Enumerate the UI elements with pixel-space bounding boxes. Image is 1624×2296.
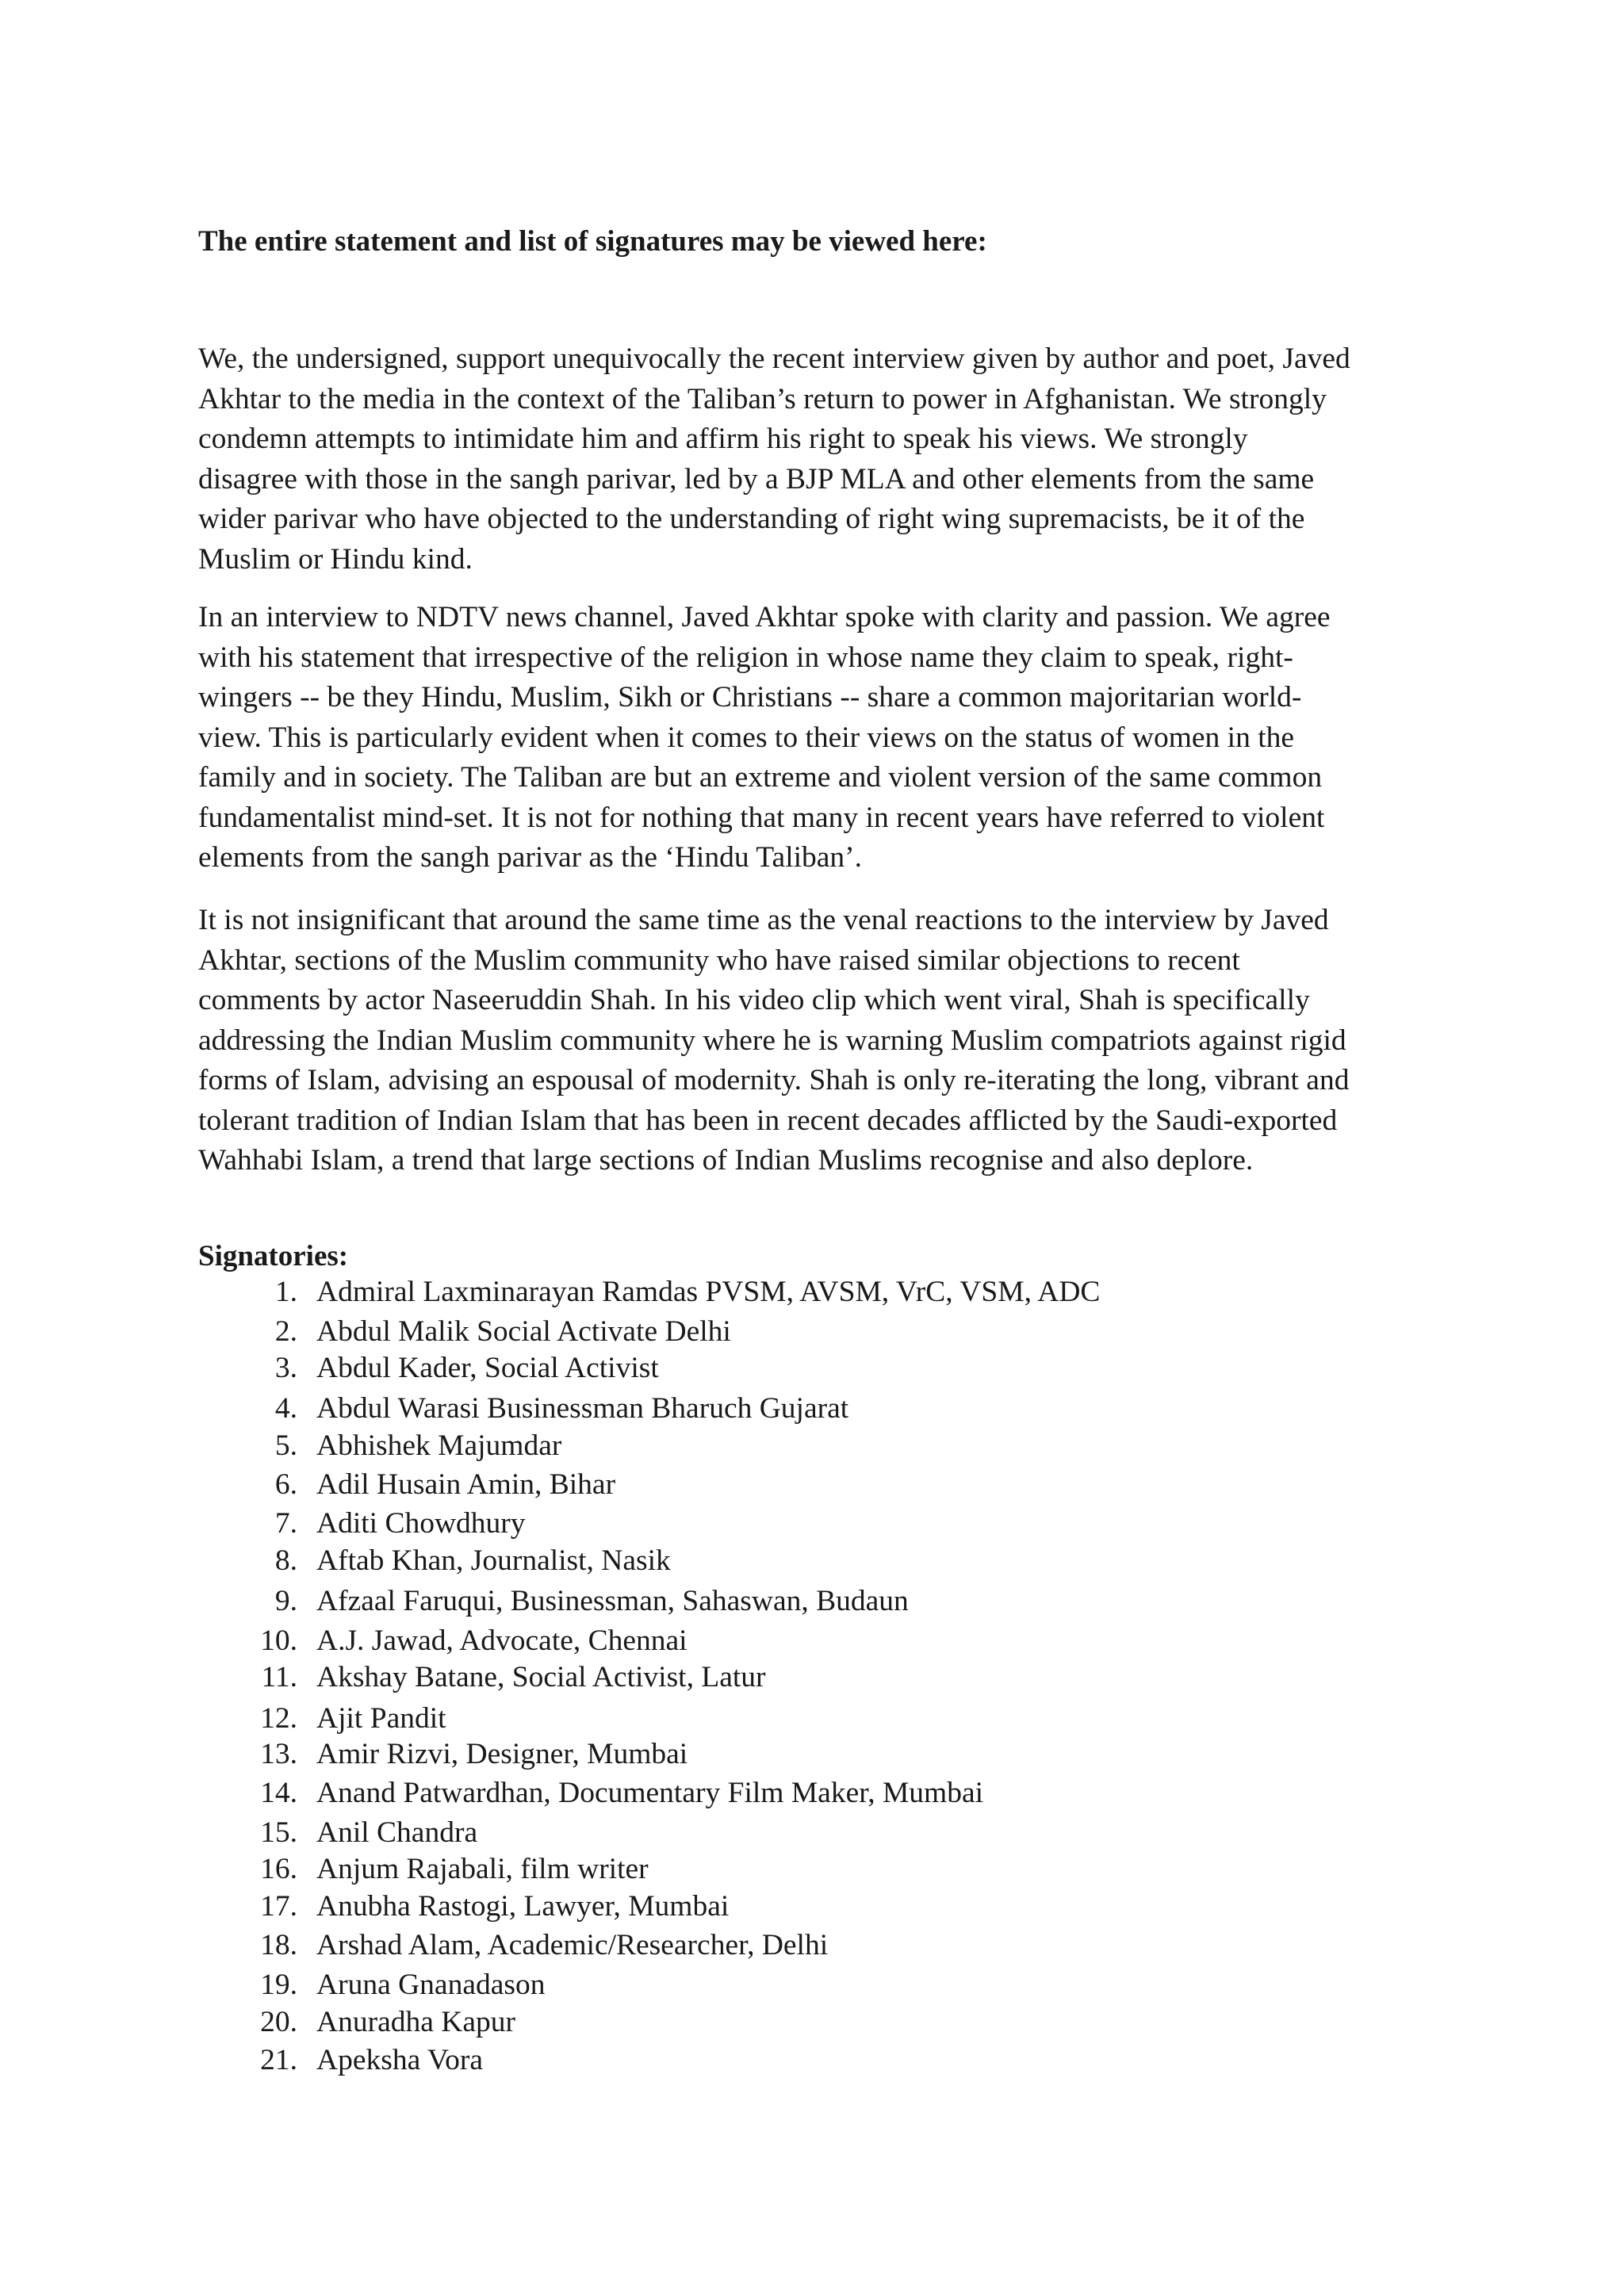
signatory-item	[198, 1888, 729, 1925]
signatory-number: 9.	[274, 1585, 297, 1617]
signatory-name: Apeksha Vora	[316, 2044, 484, 2076]
signatory-name: Anjum Rajabali, film writer	[316, 1853, 649, 1885]
signatory-number: 18.	[260, 1929, 297, 1961]
paragraph-line: family and in society. The Taliban are but an extreme and violent version of the same common	[198, 761, 1323, 794]
paragraph-line: comments by actor Naseeruddin Shah. In his video clip which went viral, Shah is specifically	[198, 984, 1310, 1016]
signatory-name: Abdul Malik Social Activate Delhi	[316, 1315, 731, 1348]
paragraph-line: condemn attempts to intimidate him and affirm his right to speak his views. We strongly	[198, 423, 1248, 455]
signatory-number: 5.	[274, 1429, 297, 1462]
signatory-name: Abdul Warasi Businessman Bharuch Gujarat	[316, 1392, 849, 1425]
paragraph-line: view. This is particularly evident when it comes to their views on the status of women in the	[198, 721, 1295, 754]
paragraph-line: We, the undersigned, support unequivocally the recent interview given by author and poet, Javed	[198, 342, 1350, 375]
signatory-item	[198, 1314, 731, 1350]
signatory-name: Akshay Batane, Social Activist, Latur	[316, 1661, 766, 1693]
signatory-name: A.J. Jawad, Advocate, Chennai	[316, 1624, 688, 1657]
paragraph-line: In an interview to NDTV news channel, Javed Akhtar spoke with clarity and passion. We agree	[198, 601, 1331, 633]
signatory-number: 4.	[274, 1392, 297, 1425]
paragraph-line: tolerant tradition of Indian Islam that has been in recent decades afflicted by the Saudi-exported	[198, 1104, 1338, 1137]
signatory-item	[198, 1775, 983, 1812]
statement-paragraph-1	[198, 339, 1435, 580]
paragraph-line: wingers -- be they Hindu, Muslim, Sikh or Christians -- share a common majoritarian world-	[198, 681, 1302, 714]
signatory-name: Ajit Pandit	[316, 1702, 446, 1735]
signatory-item	[198, 1350, 659, 1387]
signatory-name: Anubha Rastogi, Lawyer, Mumbai	[316, 1890, 730, 1923]
signatory-number: 2.	[274, 1315, 297, 1348]
signatory-number: 6.	[274, 1468, 297, 1501]
signatory-item	[198, 1467, 615, 1503]
signatory-number: 11.	[261, 1661, 297, 1693]
signatory-name: Abdul Kader, Social Activist	[316, 1352, 659, 1384]
signatory-number: 7.	[274, 1507, 297, 1540]
signatory-item	[198, 1701, 446, 1737]
signatory-name: Amir Rizvi, Designer, Mumbai	[316, 1738, 688, 1770]
signatory-item	[198, 1815, 477, 1851]
paragraph-line: elements from the sangh parivar as the ‘Hindu Taliban’.	[198, 841, 863, 874]
signatory-number: 1.	[274, 1276, 297, 1308]
statement-paragraph-2	[198, 598, 1435, 878]
signatory-name: Abhishek Majumdar	[316, 1429, 562, 1462]
signatory-number: 3.	[274, 1352, 297, 1384]
signatory-item	[198, 1391, 848, 1427]
signatory-name: Adil Husain Amin, Bihar	[316, 1468, 616, 1501]
paragraph-line: addressing the Indian Muslim community where he is warning Muslim compatriots against rigid	[198, 1024, 1346, 1057]
paragraph-line: Akhtar to the media in the context of the Taliban’s return to power in Afghanistan. We strongly	[198, 382, 1327, 415]
paragraph-line: with his statement that irrespective of the religion in whose name they claim to speak, right-	[198, 641, 1293, 674]
signatory-name: Arshad Alam, Academic/Researcher, Delhi	[316, 1929, 829, 1961]
signatory-item	[198, 1543, 671, 1579]
signatory-item	[198, 2004, 515, 2041]
signatory-item	[198, 1583, 909, 1620]
signatories-heading: Signatories:	[198, 1240, 349, 1272]
paragraph-line: Muslim or Hindu kind.	[198, 542, 473, 576]
signatory-name: Afzaal Faruqui, Businessman, Sahaswan, Budaun	[316, 1585, 909, 1617]
paragraph-line: Wahhabi Islam, a trend that large sections of Indian Muslims recognise and also deplore.	[198, 1144, 1254, 1177]
statement-paragraph-3	[198, 901, 1435, 1181]
signatory-number: 13.	[260, 1738, 297, 1770]
signatory-number: 10.	[260, 1624, 297, 1657]
signatory-number: 16.	[260, 1853, 297, 1885]
signatory-number: 21.	[260, 2044, 297, 2076]
signatory-name: Aditi Chowdhury	[316, 1507, 526, 1540]
paragraph-line: fundamentalist mind-set. It is not for nothing that many in recent years have referred to violent	[198, 801, 1325, 834]
signatory-number: 15.	[260, 1816, 297, 1849]
signatory-item	[198, 1927, 828, 1964]
signatory-name: Anuradha Kapur	[316, 2006, 515, 2038]
signatory-item	[198, 1659, 766, 1696]
paragraph-line: forms of Islam, advising an espousal of modernity. Shah is only re-iterating the long, vibrant and	[198, 1064, 1350, 1096]
signatory-number: 19.	[260, 1969, 297, 2001]
signatory-name: Anil Chandra	[316, 1816, 478, 1849]
statement-heading: The entire statement and list of signatures may be viewed here:	[198, 225, 987, 258]
paragraph-line: Akhtar, sections of the Muslim community who have raised similar objections to recent	[198, 943, 1240, 977]
signatory-number: 14.	[260, 1777, 297, 1809]
signatory-number: 12.	[260, 1702, 297, 1735]
signatory-item	[198, 1506, 526, 1542]
signatory-name: Aftab Khan, Journalist, Nasik	[316, 1544, 671, 1577]
signatory-item	[198, 1967, 545, 2003]
signatory-item	[198, 1736, 688, 1773]
signatory-item	[198, 1623, 688, 1659]
signatory-item	[198, 1851, 649, 1888]
signatory-number: 8.	[274, 1544, 297, 1577]
signatory-name: Aruna Gnanadason	[316, 1969, 546, 2001]
signatory-number: 20.	[260, 2006, 297, 2038]
signatory-item	[198, 2042, 483, 2079]
signatory-item	[198, 1428, 561, 1464]
paragraph-line: disagree with those in the sangh parivar, led by a BJP MLA and other elements from the same	[198, 462, 1315, 496]
signatory-number: 17.	[260, 1890, 297, 1923]
signatory-name: Anand Patwardhan, Documentary Film Maker, Mumbai	[316, 1777, 984, 1809]
signatory-item	[198, 1274, 1100, 1311]
paragraph-line: wider parivar who have objected to the understanding of right wing supremacists, be it of the	[198, 503, 1305, 535]
paragraph-line: It is not insignificant that around the same time as the venal reactions to the interview by Javed	[198, 904, 1329, 936]
signatory-name: Admiral Laxminarayan Ramdas PVSM, AVSM, VrC, VSM, ADC	[316, 1276, 1101, 1308]
